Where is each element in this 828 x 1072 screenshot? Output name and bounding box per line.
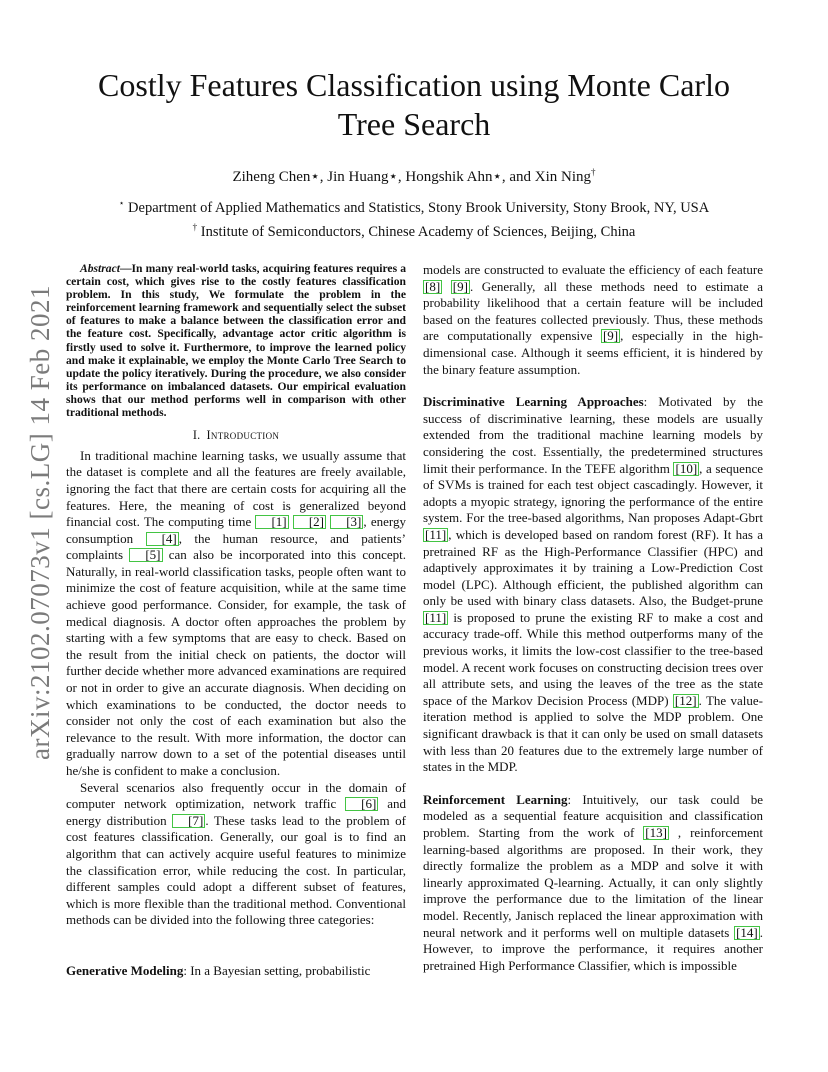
citation-link[interactable]: [14] [736,924,758,940]
text-run: , a sequence of SVMs is trained for each test object cascadingly. However, it adopts a myopic strategy, ignoring the performance of the entire system. For the tree-based algorithms, Nan proposes Adapt-Gbrt [423,460,763,526]
citation-link[interactable]: [7] [172,814,205,828]
title-line-1: Costly Features Classification using Monte Carlo [98,67,730,103]
text-run: , especially in the high-dimensional case. Although it seems efficient, it is hindered by the binary feature assumption. [423,328,763,377]
abstract-text: —In many real-world tasks, acquiring features requires a certain cost, which gives rise to the costly features classification problem. In this study, We formulate the problem in the reinforcement learning framework and sequentially select the subset of features to make a balance between the classification error and the feature cost. Specifically, advantage actor critic algorithm is firstly used to solve it. Furthermore, to improve the learned policy and make it explainable, we employ the Monte Carlo Tree Search to update the policy iteratively. During the procedure, we also consider its performance on imbalanced datasets. Our empirical evaluation shows that our method performs well in comparison with other traditional methods. [66,262,406,420]
text-run: can also be incorporated into this concept. Naturally, in real-world classification tasks, people often want to minimize the cost of feature acquisition, while at the same time achieve good performance. Consider, for example, the task of medical diagnosis. A doctor often approaches the problem by starting with a few symptoms that are easy to check. Based on the result from the initial check on patients, the doctor will further decide whether more advanced examinations are required or not in order to give an accurate diagnosis. When deciding on which examinations to be conducted, the doctor needs to consider not only the cost of each examination but also the relevance to the result. With more information, the doctor can gradually narrow down to a set of the potential diseases until he/she is confident to make a conclusion. [66,547,407,778]
discriminative-learning-paragraph [423,394,763,776]
text-run: : Motivated by the success of discriminative learning, these models are usually extended from the traditional machine learning models by considering the cost. Essentially, the predetermined structures limit their performance. In the TEFE algorithm [423,394,763,476]
paper-title [60,66,768,144]
reinforcement-learning-paragraph [423,792,763,975]
citation-link[interactable]: [9] [452,278,468,294]
author-affil-mark: † [591,167,596,177]
discriminative-learning-heading: Discriminative Learning Approaches [423,394,644,410]
text-run: is proposed to prune the existing RF to make a cost and accuracy trade-off. While this method outperforms many of the previous works, it limits the low-cost classifier to the tree-based model. A recent work focuses on constructing decision trees over all attribute sets, and using the leaves of the tree as the state space of the Markov Decision Process (MDP) [423,609,763,708]
affil1-text: Department of Applied Mathematics and Statistics, Stony Brook University, Stony Brook, NY, USA [128,199,710,216]
text-run: , energy consumption [66,514,406,546]
author-list [60,162,768,187]
section-number: I. [192,428,201,443]
reinforcement-learning-heading: Reinforcement Learning [423,791,568,807]
text-run: . These tasks lead to the problem of cost features classification. Generally, our goal is to find an algorithm that can actively acquire useful features to minimize the classification error, while reducing the cost. In particular, different samples could adopt a different subset of features, which is more flexible than the traditional method. Conventional methods can be divided into the following three categories: [66,812,406,928]
text-run: . The value-iteration method is applied to solve the MDP problem. One significant drawback is that it can only be used on small datasets with less than 20 features due to the extremely large number of states in the MDP. [423,692,763,775]
citation-link[interactable]: [8] [425,278,441,294]
section-title: Introduction [206,428,280,443]
spacer [423,776,763,792]
right-column [423,262,763,974]
affiliation-2 [60,218,768,242]
intro-paragraph-2 [66,780,406,929]
citation-link[interactable]: [10] [675,460,698,476]
citation-link[interactable]: [1] [255,515,288,529]
left-column [66,262,406,980]
citation-link[interactable]: [13] [645,825,667,840]
text-run: , which is developed based on random forest (RF). It has a pretrained RF as the High-Performance Classifier (HPC) and adaptively approximates it by training a Low-Prediction Cost model (LPC). Although efficient, the published algorithm can only be used with binary class datasets. Also, the Budget-prune [423,526,763,609]
text-run: . However, to improve the performance, it requires another pretrained High Performance Classifier, which is impossible [423,924,763,973]
affiliation-1 [60,194,768,218]
affiliations [60,194,768,242]
text-run: models are constructed to evaluate the efficiency of each feature [423,262,763,277]
citation-link[interactable]: [3] [330,515,363,529]
section-heading-introduction [66,427,406,444]
affil2-mark: † [192,221,198,232]
authors-text: Ziheng Chen⋆, Jin Huang⋆, Hongshik Ahn⋆, and Xin Ning [232,169,592,185]
generative-modeling-heading: Generative Modeling [66,962,184,978]
citation-link[interactable]: [2] [293,515,326,529]
title-line-2: Tree Search [337,106,491,142]
affil1-mark: ⋆ [118,198,125,208]
intro-paragraph-1 [66,448,406,780]
text-run: : Intuitively, our task could be modeled as a sequential feature acquisition and classification problem. Starting from the work of [423,791,763,840]
text-run: . Generally, all these methods need to estimate a probability likelihood that a certain feature will be included based on the features collected previously. Thus, these methods are computationally expensive [423,278,764,344]
text-run: : In a Bayesian setting, probabilistic [183,962,371,978]
arxiv-identifier: arXiv:2102.07073v1 [cs.LG] 14 Feb 2021 [25,285,55,760]
citation-link[interactable]: [6] [345,797,378,811]
citation-link[interactable]: [4] [146,532,179,546]
text-run: Several scenarios also frequently occur in the domain of computer network optimization, network traffic [66,779,406,812]
generative-modeling-paragraph [66,963,406,980]
text-run: and energy distribution [66,796,406,828]
citation-link[interactable]: [9] [602,328,619,344]
text-run: , reinforcement learning-based algorithms are proposed. In their work, they directly formalize the problem as a MDP and solve it with linearly approximated Q-learning. Actually, it can only slightly improve the performance due to the limitation of the linear model. Recently, Janisch replaced the linear approximation with neural network and it performs well on multiple datasets [423,825,764,940]
spacer [66,929,406,963]
citation-link[interactable]: [12] [674,692,697,708]
citation-link[interactable]: [11] [425,526,447,542]
generative-modeling-continued [423,262,763,378]
spacer [423,378,763,394]
abstract-label: Abstract [80,262,120,275]
abstract [66,262,406,419]
citation-link[interactable]: [5] [129,548,162,562]
affil2-text: Institute of Semiconductors, Chinese Academy of Sciences, Beijing, China [200,223,636,240]
citation-link[interactable]: [11] [425,609,447,625]
text-run: In traditional machine learning tasks, we usually assume that the dataset is complete and all the features are freely available, ignoring the fact that there are certain costs for acquiring all the features. Here, the meaning of cost is generalized beyond financial cost. The computing time [66,447,406,530]
text-run: , the human resource, and patients’ complaints [66,530,406,563]
